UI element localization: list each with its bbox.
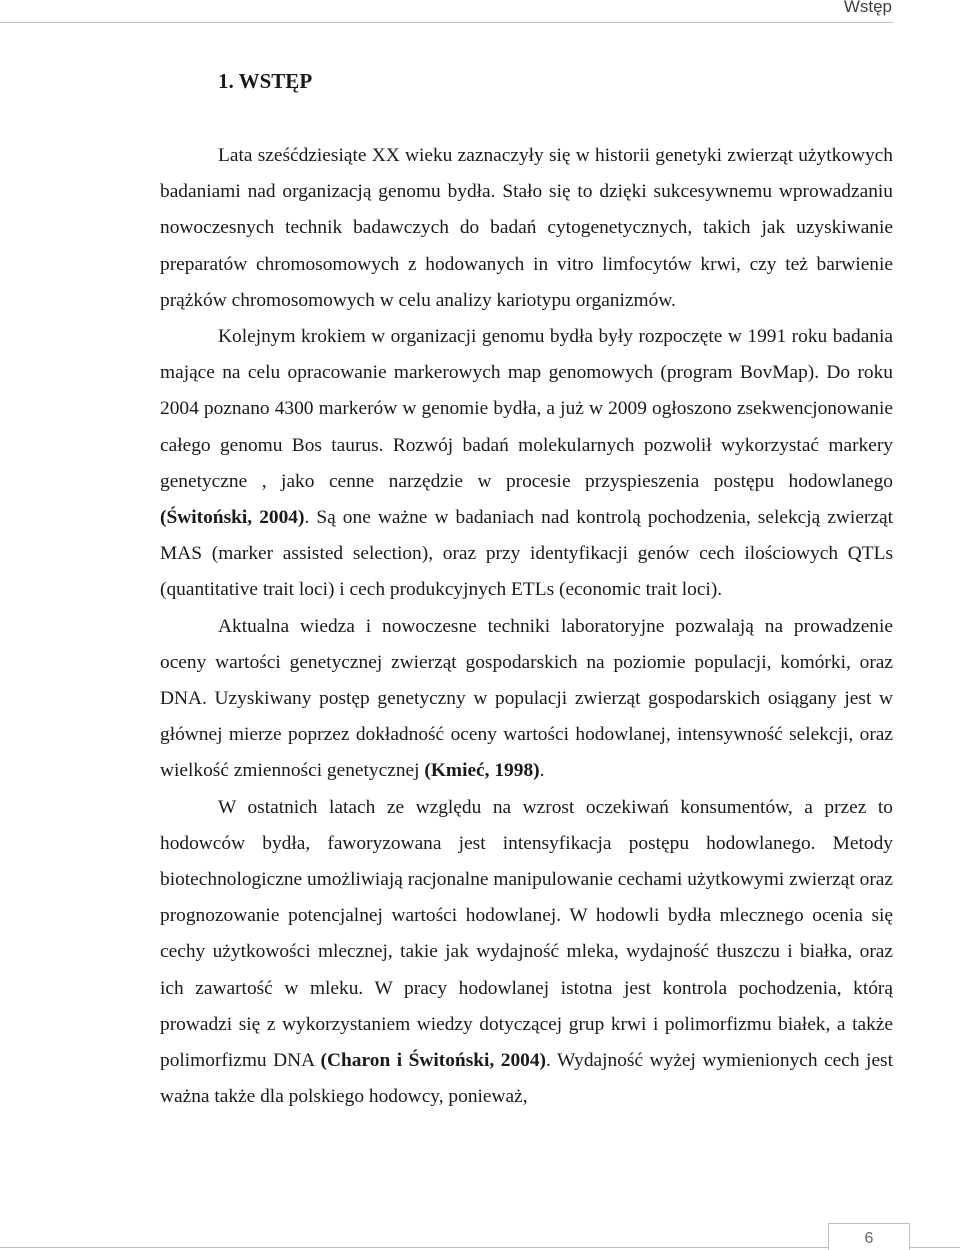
running-title: Wstęp	[843, 0, 892, 16]
chapter-heading: 1. WSTĘP	[218, 69, 313, 93]
paragraph-3-text-b: .	[539, 760, 545, 782]
paragraph-1	[160, 138, 893, 319]
paragraph-3	[160, 609, 893, 790]
citation-switonski: (Świtoński, 2004)	[160, 507, 305, 529]
paragraph-2	[160, 319, 893, 609]
page-number: 6	[864, 1230, 874, 1247]
citation-charon-switonski: (Charon i Świtoński, 2004)	[320, 1050, 546, 1072]
running-header	[0, 0, 893, 23]
page-number-box	[828, 1223, 910, 1250]
body-text	[160, 138, 893, 1115]
paragraph-2-text-a: Kolejnym krokiem w organizacji genomu bydła były rozpoczęte w 1991 roku badania mające na celu opracowanie markerowych map genomowych (program BovMap). Do roku 2004 poznano 4300 markerów w genomie bydła, a już w 2009 ogłoszono zsekwencjonowanie całego genomu Bos taurus. Rozwój badań molekularnych pozwolił wykorzystać markery genetyczne , jako cenne narzędzie w procesie przyspieszenia postępu hodowlanego	[160, 326, 893, 492]
paragraph-1-text: Lata sześćdziesiąte XX wieku zaznaczyły się w historii genetyki zwierząt użytkowych badaniami nad organizacją genomu bydła. Stało się to dzięki sukcesywnemu wprowadzaniu nowoczesnych technik badawczych do badań cytogenetycznych, takich jak uzyskiwanie preparatów chromosomowych z hodowanych in vitro limfocytów krwi, czy też barwienie prążków chromosomowych w celu analizy kariotypu organizmów.	[160, 145, 893, 311]
paragraph-2-text-b: . Są one ważne w badaniach nad kontrolą pochodzenia, selekcją zwierząt MAS (marker assisted selection), oraz przy identyfikacji genów cech ilościowych QTLs (quantitative trait loci) i cech produkcyjnych ETLs (economic trait loci).	[160, 507, 893, 601]
paragraph-3-text-a: Aktualna wiedza i nowoczesne techniki laboratoryjne pozwalają na prowadzenie oceny wartości genetycznej zwierząt gospodarskich na poziomie populacji, komórki, oraz DNA. Uzyskiwany postęp genetyczny w populacji zwierząt gospodarskich osiągany jest w głównej mierze poprzez dokładność oceny wartości hodowlanej, intensywność selekcji, oraz wielkość zmienności genetycznej	[160, 615, 893, 782]
paragraph-4-text-b: . Wydajność wyżej wymienionych cech jest ważna także dla polskiego hodowcy, ponieważ,	[160, 1050, 893, 1108]
citation-kmiec: (Kmieć, 1998)	[424, 760, 540, 782]
paragraph-4	[160, 790, 893, 1116]
paragraph-4-text-a: W ostatnich latach ze względu na wzrost oczekiwań konsumentów, a przez to hodowców bydła, faworyzowana jest intensyfikacja postępu hodowlanego. Metody biotechnologiczne umożliwiają racjonalne manipulowanie cechami użytkowymi zwierząt oraz prognozowanie potencjalnej wartości hodowlanej. W hodowli bydła mlecznego ocenia się cechy użytkowości mlecznej, takie jak wydajność mleka, wydajność tłuszczu i białka, oraz ich zawartość w mleku. W pracy hodowlanej istotna jest kontrola pochodzenia, którą prowadzi się z wykorzystaniem wiedzy dotyczącej grup krwi i polimorfizmu białek, a także polimorfizmu DNA	[160, 796, 893, 1072]
